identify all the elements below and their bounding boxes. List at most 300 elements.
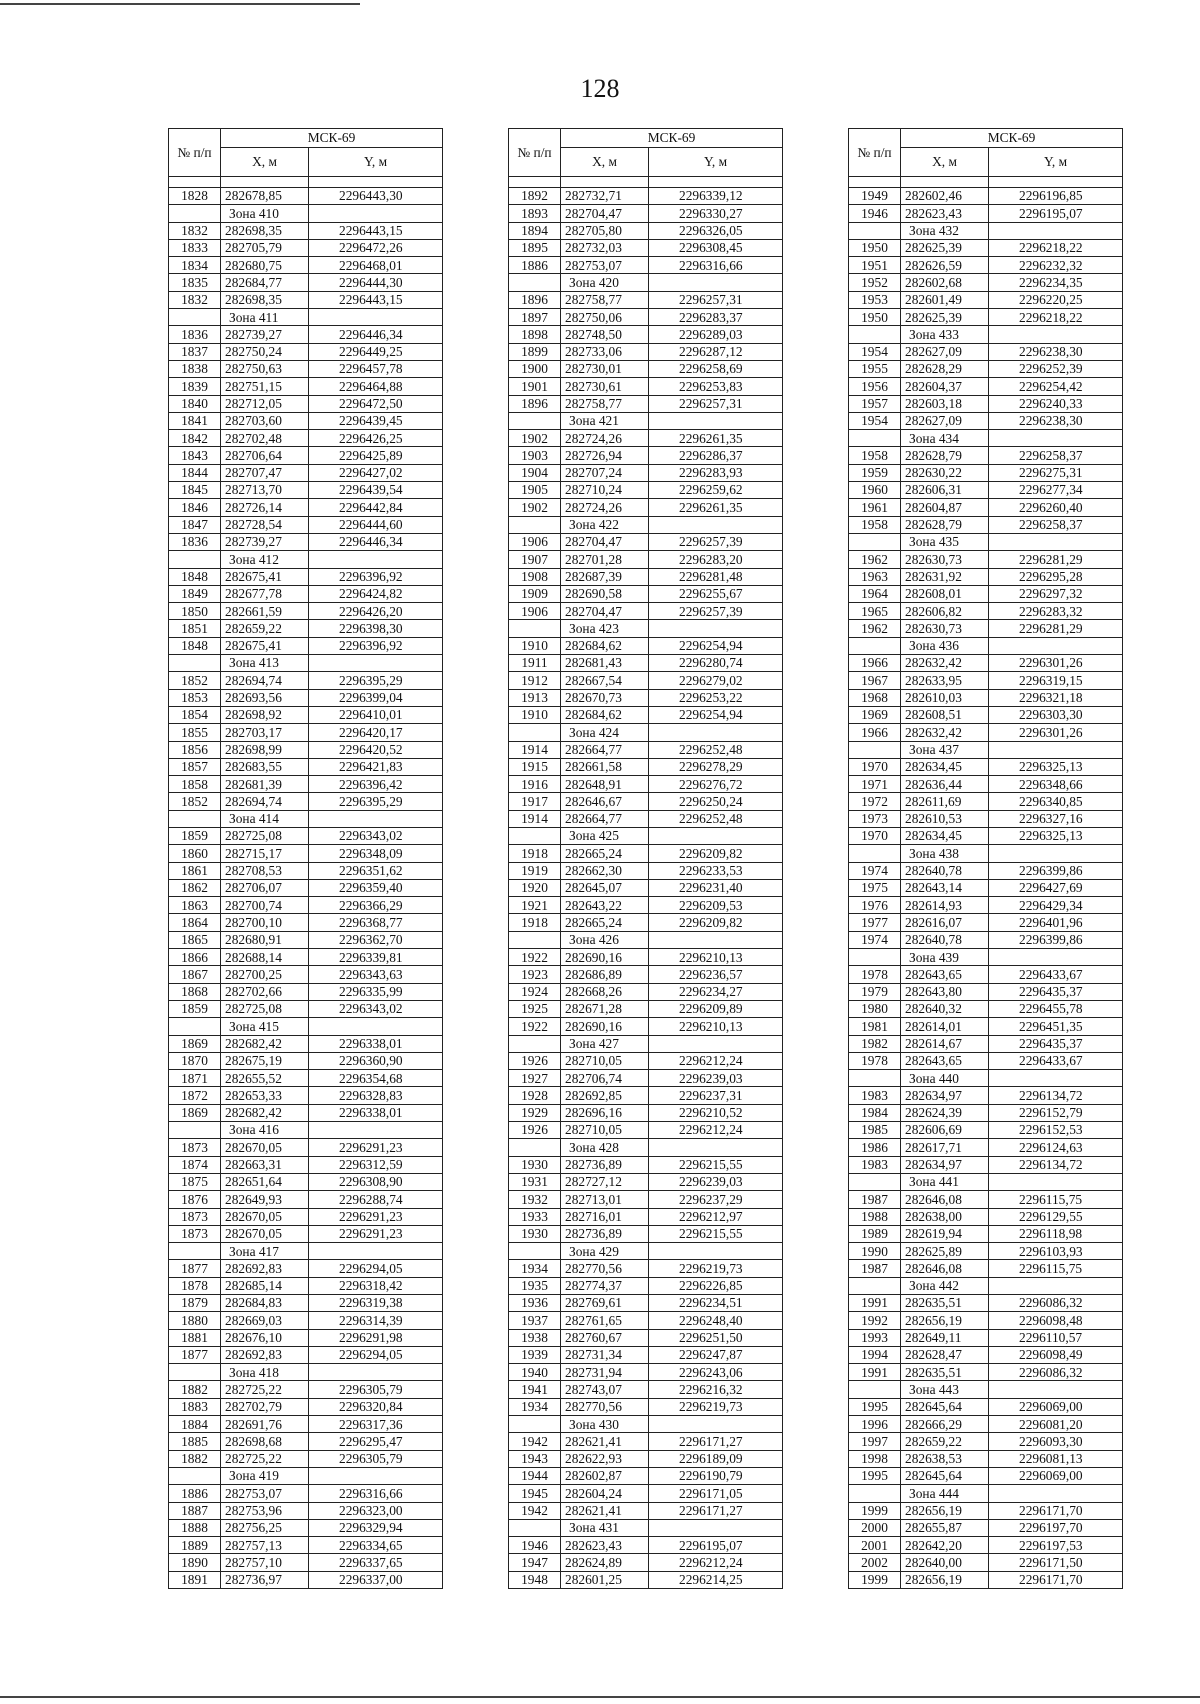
point-number-cell: 1969: [849, 706, 901, 723]
point-number-cell: 1848: [169, 637, 221, 654]
table-row: [169, 585, 443, 602]
table-row: [849, 1398, 1123, 1415]
x-coordinate-cell: 282681,43: [561, 655, 649, 672]
y-coordinate-cell: 2296468,01: [309, 257, 443, 274]
point-number-cell: 1904: [509, 464, 561, 481]
table-row: [849, 257, 1123, 274]
table-row: [509, 741, 783, 758]
point-number-cell: 1974: [849, 862, 901, 879]
zone-label-cell: Зона 425: [561, 827, 649, 844]
x-coordinate-cell: 282690,58: [561, 585, 649, 602]
zone-label-cell: Зона 415: [221, 1018, 309, 1035]
y-coordinate-cell: 2296399,86: [989, 862, 1123, 879]
zone-row: [169, 1122, 443, 1139]
point-number-cell: 2002: [849, 1554, 901, 1571]
y-coordinate-cell: 2296421,83: [309, 758, 443, 775]
x-coordinate-cell: 282623,43: [901, 205, 989, 222]
y-coordinate-cell: 2296319,38: [309, 1295, 443, 1312]
y-coordinate-cell: 2296337,00: [309, 1571, 443, 1588]
y-coordinate-cell: 2296340,85: [989, 793, 1123, 810]
y-coordinate-cell: 2296260,40: [989, 499, 1123, 516]
point-number-cell: 1943: [509, 1450, 561, 1467]
point-number-cell: 1963: [849, 568, 901, 585]
point-number-cell: 1979: [849, 983, 901, 1000]
table-row: [509, 845, 783, 862]
x-coordinate-cell: 282634,97: [901, 1087, 989, 1104]
y-coordinate-cell: 2296171,70: [989, 1502, 1123, 1519]
x-coordinate-cell: 282760,67: [561, 1329, 649, 1346]
table-row: [509, 655, 783, 672]
y-coordinate-cell: 2296258,69: [649, 360, 783, 377]
y-coordinate-cell: 2296093,30: [989, 1433, 1123, 1450]
y-coordinate-cell: 2296258,37: [989, 447, 1123, 464]
y-coordinate-cell: 2296209,82: [649, 914, 783, 931]
x-coordinate-cell: 282604,37: [901, 378, 989, 395]
x-coordinate-cell: 282656,19: [901, 1571, 989, 1588]
y-coordinate-cell: [989, 845, 1123, 862]
x-coordinate-cell: 282677,78: [221, 585, 309, 602]
point-number-cell: 1898: [509, 326, 561, 343]
point-number-cell: 1972: [849, 793, 901, 810]
table-row: [849, 1208, 1123, 1225]
point-number-cell: 1857: [169, 758, 221, 775]
table-row: [169, 620, 443, 637]
point-number-cell: [509, 931, 561, 948]
x-coordinate-cell: 282606,31: [901, 482, 989, 499]
table-row: [169, 1433, 443, 1450]
y-coordinate-cell: 2296281,48: [649, 568, 783, 585]
zone-row: [169, 810, 443, 827]
y-coordinate-cell: 2296239,03: [649, 1173, 783, 1190]
x-coordinate-cell: 282750,63: [221, 360, 309, 377]
y-coordinate-cell: [309, 1364, 443, 1381]
table-row: [509, 758, 783, 775]
header-y: Y, м: [649, 148, 783, 177]
x-coordinate-cell: 282648,91: [561, 776, 649, 793]
y-coordinate-cell: 2296212,97: [649, 1208, 783, 1225]
table-row: [169, 257, 443, 274]
table-row: [169, 1139, 443, 1156]
y-coordinate-cell: 2296424,82: [309, 585, 443, 602]
x-coordinate-cell: 282692,85: [561, 1087, 649, 1104]
point-number-cell: 1923: [509, 966, 561, 983]
x-coordinate-cell: 282630,22: [901, 464, 989, 481]
table-row: [169, 343, 443, 360]
table-row: [169, 239, 443, 256]
table-row: [509, 1502, 783, 1519]
y-coordinate-cell: 2296219,73: [649, 1260, 783, 1277]
table-row: [849, 1416, 1123, 1433]
y-coordinate-cell: 2296098,48: [989, 1312, 1123, 1329]
point-number-cell: [849, 326, 901, 343]
x-coordinate-cell: 282757,10: [221, 1554, 309, 1571]
zone-row: [509, 274, 783, 291]
point-number-cell: 1952: [849, 274, 901, 291]
y-coordinate-cell: [989, 1381, 1123, 1398]
x-coordinate-cell: 282756,25: [221, 1519, 309, 1536]
zone-row: [849, 1173, 1123, 1190]
x-coordinate-cell: 282646,08: [901, 1260, 989, 1277]
point-number-cell: 1995: [849, 1467, 901, 1484]
zone-label-cell: Зона 436: [901, 637, 989, 654]
y-coordinate-cell: 2296212,24: [649, 1052, 783, 1069]
y-coordinate-cell: 2296429,34: [989, 897, 1123, 914]
x-coordinate-cell: 282684,77: [221, 274, 309, 291]
point-number-cell: 1975: [849, 879, 901, 896]
point-number-cell: 1983: [849, 1087, 901, 1104]
y-coordinate-cell: 2296226,85: [649, 1277, 783, 1294]
y-coordinate-cell: 2296195,07: [649, 1537, 783, 1554]
point-number-cell: [509, 620, 561, 637]
y-coordinate-cell: 2296427,69: [989, 879, 1123, 896]
x-coordinate-cell: 282681,39: [221, 776, 309, 793]
table-row: [849, 585, 1123, 602]
point-number-cell: 1836: [169, 326, 221, 343]
point-number-cell: 1984: [849, 1104, 901, 1121]
x-coordinate-cell: 282601,25: [561, 1571, 649, 1588]
point-number-cell: 1961: [849, 499, 901, 516]
y-coordinate-cell: 2296233,53: [649, 862, 783, 879]
table-row: [509, 343, 783, 360]
table-row: [169, 1156, 443, 1173]
point-number-cell: 2001: [849, 1537, 901, 1554]
table-row: [849, 1467, 1123, 1484]
header-x: X, м: [221, 148, 309, 177]
point-number-cell: [169, 205, 221, 222]
y-coordinate-cell: 2296323,00: [309, 1502, 443, 1519]
point-number-cell: 1845: [169, 482, 221, 499]
zone-label-cell: Зона 417: [221, 1243, 309, 1260]
zone-label-cell: Зона 431: [561, 1519, 649, 1536]
y-coordinate-cell: 2296196,85: [989, 188, 1123, 205]
point-number-cell: 1878: [169, 1277, 221, 1294]
point-number-cell: 1858: [169, 776, 221, 793]
point-number-cell: 1934: [509, 1260, 561, 1277]
table-row: [169, 482, 443, 499]
x-coordinate-cell: 282604,24: [561, 1485, 649, 1502]
point-number-cell: 1920: [509, 879, 561, 896]
x-coordinate-cell: 282704,47: [561, 603, 649, 620]
x-coordinate-cell: 282642,20: [901, 1537, 989, 1554]
header-system: МСК-69: [901, 129, 1123, 148]
y-coordinate-cell: 2296171,27: [649, 1433, 783, 1450]
point-number-cell: 1902: [509, 499, 561, 516]
point-number-cell: 1887: [169, 1502, 221, 1519]
y-coordinate-cell: 2296210,13: [649, 949, 783, 966]
point-number-cell: [509, 1035, 561, 1052]
y-coordinate-cell: 2296237,31: [649, 1087, 783, 1104]
table-row: [509, 1122, 783, 1139]
point-number-cell: 1838: [169, 360, 221, 377]
table-row: [509, 533, 783, 550]
point-number-cell: 1918: [509, 914, 561, 931]
x-coordinate-cell: 282659,22: [901, 1433, 989, 1450]
y-coordinate-cell: 2296339,12: [649, 188, 783, 205]
y-coordinate-cell: 2296319,15: [989, 672, 1123, 689]
x-coordinate-cell: 282675,41: [221, 637, 309, 654]
point-number-cell: 1942: [509, 1502, 561, 1519]
y-coordinate-cell: 2296257,39: [649, 533, 783, 550]
y-coordinate-cell: 2296250,24: [649, 793, 783, 810]
y-coordinate-cell: 2296301,26: [989, 724, 1123, 741]
point-number-cell: 1970: [849, 827, 901, 844]
x-coordinate-cell: 282638,53: [901, 1450, 989, 1467]
table-row: [169, 1450, 443, 1467]
point-number-cell: 1958: [849, 516, 901, 533]
x-coordinate-cell: 282602,46: [901, 188, 989, 205]
x-coordinate-cell: 282614,67: [901, 1035, 989, 1052]
table-row: [849, 603, 1123, 620]
x-coordinate-cell: 282627,09: [901, 412, 989, 429]
point-number-cell: 1884: [169, 1416, 221, 1433]
y-coordinate-cell: 2296259,62: [649, 482, 783, 499]
zone-label-cell: Зона 429: [561, 1243, 649, 1260]
x-coordinate-cell: 282693,56: [221, 689, 309, 706]
x-coordinate-cell: 282651,64: [221, 1173, 309, 1190]
zone-row: [509, 1416, 783, 1433]
table-row: [169, 862, 443, 879]
y-coordinate-cell: 2296283,20: [649, 551, 783, 568]
point-number-cell: [849, 533, 901, 550]
x-coordinate-cell: 282704,47: [561, 205, 649, 222]
y-coordinate-cell: 2296451,35: [989, 1018, 1123, 1035]
point-number-cell: [169, 1243, 221, 1260]
x-coordinate-cell: 282706,07: [221, 879, 309, 896]
y-coordinate-cell: 2296214,25: [649, 1571, 783, 1588]
table-row: [509, 551, 783, 568]
point-number-cell: 1833: [169, 239, 221, 256]
y-coordinate-cell: 2296325,13: [989, 758, 1123, 775]
y-coordinate-cell: 2296212,24: [649, 1122, 783, 1139]
x-coordinate-cell: 282670,05: [221, 1208, 309, 1225]
point-number-cell: 1936: [509, 1295, 561, 1312]
y-coordinate-cell: 2296152,79: [989, 1104, 1123, 1121]
x-coordinate-cell: 282713,70: [221, 482, 309, 499]
table-row: [509, 949, 783, 966]
point-number-cell: 1946: [509, 1537, 561, 1554]
table-body: [849, 188, 1123, 1589]
y-coordinate-cell: 2296291,98: [309, 1329, 443, 1346]
y-coordinate-cell: 2296348,66: [989, 776, 1123, 793]
table-row: [509, 1537, 783, 1554]
y-coordinate-cell: 2296325,13: [989, 827, 1123, 844]
point-number-cell: 1892: [509, 188, 561, 205]
table-row: [509, 966, 783, 983]
table-row: [509, 1191, 783, 1208]
table-row: [169, 931, 443, 948]
zone-row: [509, 1519, 783, 1536]
point-number-cell: 1926: [509, 1052, 561, 1069]
x-coordinate-cell: 282675,41: [221, 568, 309, 585]
x-coordinate-cell: 282694,74: [221, 793, 309, 810]
table-row: [509, 1312, 783, 1329]
table-row: [169, 395, 443, 412]
zone-row: [169, 655, 443, 672]
table-row: [509, 1000, 783, 1017]
x-coordinate-cell: 282758,77: [561, 291, 649, 308]
y-coordinate-cell: 2296444,60: [309, 516, 443, 533]
x-coordinate-cell: 282698,35: [221, 291, 309, 308]
zone-label-cell: Зона 422: [561, 516, 649, 533]
y-coordinate-cell: 2296294,05: [309, 1260, 443, 1277]
y-coordinate-cell: 2296215,55: [649, 1225, 783, 1242]
table-row: [509, 378, 783, 395]
point-number-cell: [849, 430, 901, 447]
x-coordinate-cell: 282628,47: [901, 1346, 989, 1363]
coordinates-table-2: [508, 128, 783, 1589]
table-row: [169, 1519, 443, 1536]
table-row: [169, 1381, 443, 1398]
point-number-cell: 1886: [509, 257, 561, 274]
point-number-cell: 1954: [849, 412, 901, 429]
point-number-cell: 1875: [169, 1173, 221, 1190]
y-coordinate-cell: 2296134,72: [989, 1156, 1123, 1173]
point-number-cell: 1832: [169, 291, 221, 308]
point-number-cell: 1859: [169, 827, 221, 844]
table-row: [509, 810, 783, 827]
x-coordinate-cell: 282632,42: [901, 724, 989, 741]
point-number-cell: 1837: [169, 343, 221, 360]
y-coordinate-cell: 2296216,32: [649, 1381, 783, 1398]
x-coordinate-cell: 282726,14: [221, 499, 309, 516]
point-number-cell: [849, 741, 901, 758]
point-number-cell: 1935: [509, 1277, 561, 1294]
table-row: [169, 1537, 443, 1554]
x-coordinate-cell: 282702,48: [221, 430, 309, 447]
x-coordinate-cell: 282753,07: [561, 257, 649, 274]
point-number-cell: 1976: [849, 897, 901, 914]
x-coordinate-cell: 282684,83: [221, 1295, 309, 1312]
x-coordinate-cell: 282680,91: [221, 931, 309, 948]
y-coordinate-cell: 2296261,35: [649, 499, 783, 516]
point-number-cell: 1986: [849, 1139, 901, 1156]
y-coordinate-cell: 2296444,30: [309, 274, 443, 291]
table-row: [169, 689, 443, 706]
point-number-cell: 1928: [509, 1087, 561, 1104]
x-coordinate-cell: 282694,74: [221, 672, 309, 689]
point-number-cell: 1940: [509, 1364, 561, 1381]
y-coordinate-cell: [649, 1416, 783, 1433]
point-number-cell: 1993: [849, 1329, 901, 1346]
point-number-cell: 1937: [509, 1312, 561, 1329]
table-row: [509, 1295, 783, 1312]
table-row: [509, 395, 783, 412]
y-coordinate-cell: 2296195,07: [989, 205, 1123, 222]
x-coordinate-cell: 282626,59: [901, 257, 989, 274]
y-coordinate-cell: [989, 637, 1123, 654]
y-coordinate-cell: 2296455,78: [989, 1000, 1123, 1017]
point-number-cell: 1939: [509, 1346, 561, 1363]
x-coordinate-cell: 282701,28: [561, 551, 649, 568]
y-coordinate-cell: 2296426,25: [309, 430, 443, 447]
point-number-cell: 1863: [169, 897, 221, 914]
point-number-cell: 1909: [509, 585, 561, 602]
point-number-cell: 1995: [849, 1398, 901, 1415]
x-coordinate-cell: 282705,80: [561, 222, 649, 239]
point-number-cell: 1960: [849, 482, 901, 499]
table-row: [849, 1329, 1123, 1346]
x-coordinate-cell: 282663,31: [221, 1156, 309, 1173]
table-row: [169, 1070, 443, 1087]
x-coordinate-cell: 282665,24: [561, 914, 649, 931]
x-coordinate-cell: 282770,56: [561, 1260, 649, 1277]
y-coordinate-cell: 2296218,22: [989, 309, 1123, 326]
table-row: [509, 1225, 783, 1242]
x-coordinate-cell: 282655,87: [901, 1519, 989, 1536]
y-coordinate-cell: [309, 1018, 443, 1035]
table-row: [509, 776, 783, 793]
table-row: [169, 464, 443, 481]
x-coordinate-cell: 282628,29: [901, 360, 989, 377]
y-coordinate-cell: 2296252,48: [649, 741, 783, 758]
table-row: [169, 1554, 443, 1571]
point-number-cell: 1896: [509, 291, 561, 308]
x-coordinate-cell: 282707,47: [221, 464, 309, 481]
point-number-cell: 1908: [509, 568, 561, 585]
table-row: [169, 1346, 443, 1363]
y-coordinate-cell: 2296334,65: [309, 1537, 443, 1554]
x-coordinate-cell: 282727,12: [561, 1173, 649, 1190]
table-row: [849, 862, 1123, 879]
table-row: [849, 395, 1123, 412]
x-coordinate-cell: 282630,73: [901, 551, 989, 568]
x-coordinate-cell: 282700,74: [221, 897, 309, 914]
x-coordinate-cell: 282708,53: [221, 862, 309, 879]
zone-label-cell: Зона 443: [901, 1381, 989, 1398]
table-row: [849, 966, 1123, 983]
point-number-cell: 1950: [849, 239, 901, 256]
table-row: [849, 1156, 1123, 1173]
y-coordinate-cell: 2296327,16: [989, 810, 1123, 827]
table-row: [169, 1000, 443, 1017]
point-number-cell: 1849: [169, 585, 221, 602]
x-coordinate-cell: 282623,43: [561, 1537, 649, 1554]
y-coordinate-cell: 2296189,09: [649, 1450, 783, 1467]
zone-label-cell: Зона 437: [901, 741, 989, 758]
x-coordinate-cell: 282670,05: [221, 1139, 309, 1156]
y-coordinate-cell: 2296283,93: [649, 464, 783, 481]
y-coordinate-cell: 2296247,87: [649, 1346, 783, 1363]
table-row: [849, 360, 1123, 377]
point-number-cell: 1930: [509, 1156, 561, 1173]
y-coordinate-cell: 2296320,84: [309, 1398, 443, 1415]
table-row: [169, 326, 443, 343]
zone-row: [169, 1018, 443, 1035]
table-row: [169, 1260, 443, 1277]
point-number-cell: [169, 1018, 221, 1035]
table-row: [509, 603, 783, 620]
table-row: [849, 1000, 1123, 1017]
point-number-cell: 1877: [169, 1260, 221, 1277]
x-coordinate-cell: 282625,39: [901, 239, 989, 256]
zone-row: [849, 949, 1123, 966]
y-coordinate-cell: [989, 326, 1123, 343]
x-coordinate-cell: 282736,89: [561, 1156, 649, 1173]
table-row: [509, 430, 783, 447]
table-row: [169, 1173, 443, 1190]
y-coordinate-cell: 2296396,92: [309, 568, 443, 585]
x-coordinate-cell: 282627,09: [901, 343, 989, 360]
zone-label-cell: Зона 435: [901, 533, 989, 550]
point-number-cell: 1864: [169, 914, 221, 931]
y-coordinate-cell: 2296457,78: [309, 360, 443, 377]
y-coordinate-cell: 2296231,40: [649, 879, 783, 896]
y-coordinate-cell: 2296295,28: [989, 568, 1123, 585]
y-coordinate-cell: 2296449,25: [309, 343, 443, 360]
y-coordinate-cell: 2296253,83: [649, 378, 783, 395]
x-coordinate-cell: 282661,59: [221, 603, 309, 620]
point-number-cell: 1934: [509, 1398, 561, 1415]
